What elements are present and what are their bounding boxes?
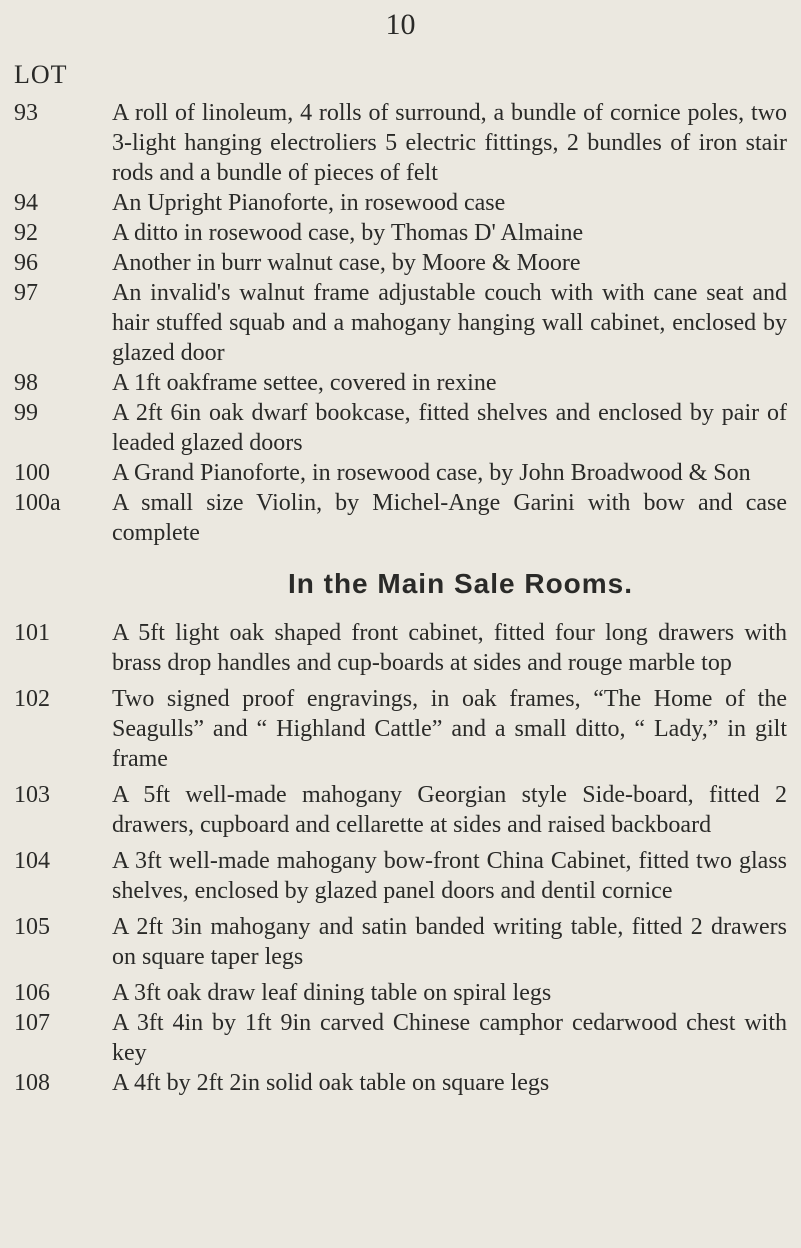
lot-number: 98	[14, 370, 38, 396]
lot-number: 99	[14, 400, 38, 426]
lot-number: 102	[14, 686, 50, 712]
lot-number: 108	[14, 1070, 50, 1096]
lot-description: An Upright Pianoforte, in rosewood case	[112, 190, 506, 216]
lot-description: A ditto in rosewood case, by Thomas D' Almaine	[112, 220, 584, 246]
lot-description: A 3ft oak draw leaf dining table on spiral legs	[112, 980, 552, 1006]
lot-entry	[0, 846, 801, 906]
lot-entry	[0, 780, 801, 840]
lot-list	[0, 98, 801, 1098]
lot-entry	[0, 488, 801, 548]
lot-entry	[0, 978, 801, 1008]
lot-number: 101	[14, 620, 50, 646]
lot-number: 106	[14, 980, 50, 1006]
lot-description: A 3ft 4in by 1ft 9in carved Chinese camphor cedarwood chest with key	[112, 1010, 787, 1066]
page-number: 10	[385, 8, 416, 41]
lot-number: 96	[14, 250, 38, 276]
lot-entry	[0, 218, 801, 248]
lot-entry	[0, 1008, 801, 1068]
lot-description: A 3ft well-made mahogany bow-front China Cabinet, fitted two glass shelves, enclosed by glazed panel doors and dentil cornice	[112, 848, 787, 904]
lot-entry	[0, 1068, 801, 1098]
lot-description: A 2ft 3in mahogany and satin banded writing table, fitted 2 drawers on square taper legs	[112, 914, 787, 970]
lot-entry	[0, 188, 801, 218]
lot-description: A 4ft by 2ft 2in solid oak table on square legs	[112, 1070, 550, 1096]
lot-number: 105	[14, 914, 50, 940]
lot-entry	[0, 368, 801, 398]
lot-description: A 5ft well-made mahogany Georgian style Side-board, fitted 2 drawers, cupboard and cellarette at sides and raised backboard	[112, 782, 787, 838]
lot-entry	[0, 458, 801, 488]
lot-number: 107	[14, 1010, 50, 1036]
lot-description: An invalid's walnut frame adjustable couch with with cane seat and hair stuffed squab and a mahogany hanging wall cabinet, enclosed by glazed door	[112, 280, 787, 366]
lot-number: 104	[14, 848, 50, 874]
lot-number: 100a	[14, 490, 61, 516]
lot-description: A 2ft 6in oak dwarf bookcase, fitted shelves and enclosed by pair of leaded glazed doors	[112, 400, 787, 456]
lot-entry	[0, 618, 801, 678]
lot-entry	[0, 912, 801, 972]
lot-column-heading: LOT	[14, 60, 68, 89]
lot-number: 94	[14, 190, 38, 216]
lot-entry	[0, 398, 801, 458]
lot-description: Another in burr walnut case, by Moore & Moore	[112, 250, 581, 276]
lot-entry	[0, 248, 801, 278]
lot-description: Two signed proof engravings, in oak frames, “The Home of the Seagulls” and “ Highland Cattle” and a small ditto, “ Lady,” in gilt frame	[112, 686, 787, 772]
lot-description: A small size Violin, by Michel-Ange Garini with bow and case complete	[112, 490, 787, 546]
lot-number: 103	[14, 782, 50, 808]
lot-number: 93	[14, 100, 38, 126]
lot-description: A 1ft oakframe settee, covered in rexine	[112, 370, 497, 396]
lot-number: 92	[14, 220, 38, 246]
lot-number: 97	[14, 280, 38, 306]
lot-entry	[0, 98, 801, 188]
lot-description: A roll of linoleum, 4 rolls of surround, a bundle of cornice poles, two 3-light hanging electroliers 5 electric fittings, 2 bundles of iron stair rods and a bundle of pieces of felt	[112, 100, 787, 186]
lot-description: A 5ft light oak shaped front cabinet, fitted four long drawers with brass drop handles and cup-boards at sides and rouge marble top	[112, 620, 787, 676]
section-heading: In the Main Sale Rooms.	[287, 568, 634, 599]
lot-entry	[0, 278, 801, 368]
lot-description: A Grand Pianoforte, in rosewood case, by John Broadwood & Son	[112, 460, 751, 486]
lot-number: 100	[14, 460, 50, 486]
lot-entry	[0, 684, 801, 774]
